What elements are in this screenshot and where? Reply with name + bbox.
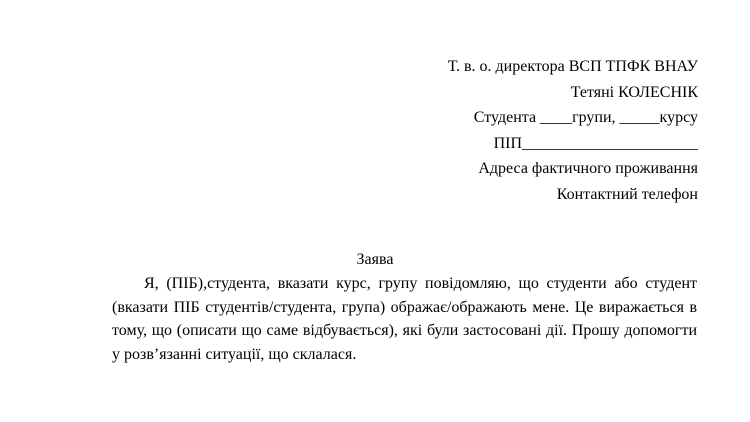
student-group-course: Студента ____групи, _____курсу [473, 109, 698, 126]
addressee-name: Тетяні КОЛЕСНІК [570, 83, 698, 101]
student-phone: Контактний телефон [556, 185, 698, 203]
document-title: Заява [356, 251, 394, 268]
student-address: Адреса фактичного проживання [478, 160, 698, 177]
addressee-block [278, 54, 698, 207]
document-body: Я, (ПІБ),студента, вказати курс, групу повідомляю, що студенти або студент (вказати ПІБ студентів/студента, група) ображає/ображають мене. Це виражається в тому, що (описати що саме відбувається), які були застосовані дії. Прошу допомогти у розв’язанні ситуації, що склалася. [112, 275, 697, 363]
student-full-name: ПІП______________________ [493, 134, 698, 152]
addressee-position: Т. в. о. директора ВСП ТПФК ВНАУ [447, 58, 698, 75]
